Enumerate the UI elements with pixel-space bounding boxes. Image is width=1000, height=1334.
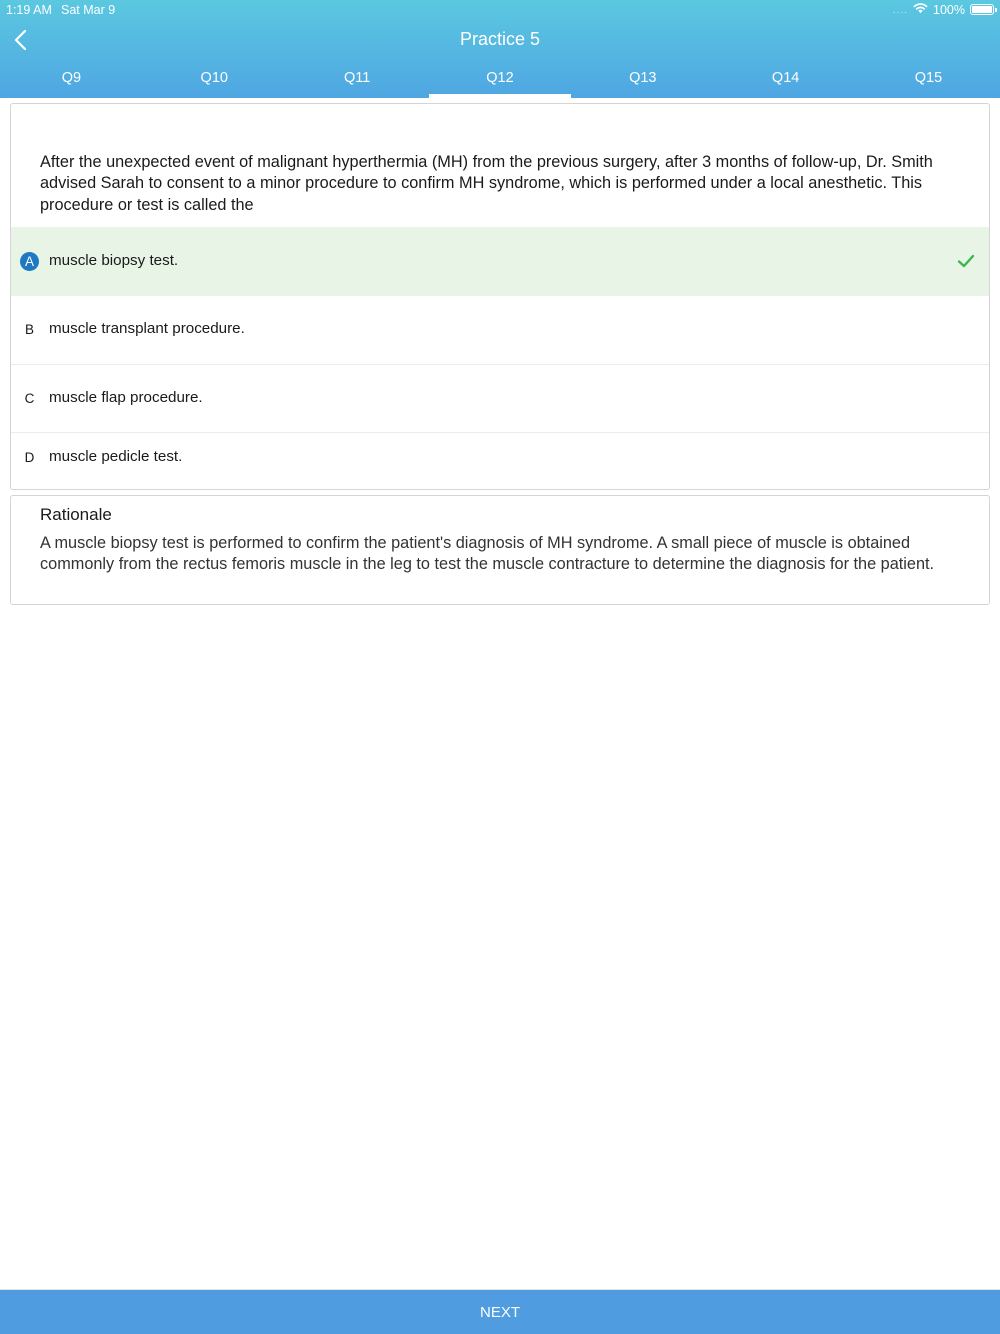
battery-icon (970, 4, 994, 15)
rationale-card (10, 495, 990, 605)
option-d[interactable] (11, 432, 989, 490)
page-title: Practice 5 (459, 29, 541, 49)
tab-q13[interactable]: Q13 (629, 70, 657, 86)
question-text: After the unexpected event of malignant hyperthermia (MH) from the previous surgery, after 3 months of follow-up, Dr. Smith advised Sarah to consent to a minor procedure to confirm MH syndrome, which is performed under a local anesthetic. This procedure or test is called the (40, 153, 933, 214)
status-date: Sat Mar 9 (61, 3, 116, 17)
option-c[interactable] (11, 364, 989, 432)
status-time: 1:19 AM (6, 3, 52, 17)
option-text: muscle flap procedure. (49, 389, 203, 406)
status-bar (0, 0, 1000, 20)
battery-percent: 100% (933, 2, 965, 17)
tab-q10[interactable]: Q10 (200, 70, 228, 86)
option-letter: B (24, 322, 34, 337)
tab-q9[interactable]: Q9 (61, 70, 82, 86)
tab-q15[interactable]: Q15 (914, 70, 943, 86)
tab-q11[interactable]: Q11 (343, 70, 371, 86)
option-text: muscle biopsy test. (49, 252, 179, 269)
option-a[interactable] (11, 227, 989, 296)
status-indicators (893, 2, 994, 17)
option-letter: A (20, 252, 39, 271)
signal-icon: .... (892, 5, 909, 16)
option-text: muscle transplant procedure. (49, 320, 245, 337)
header (0, 0, 1000, 98)
tab-q12[interactable]: Q12 (429, 62, 572, 98)
rationale-text: A muscle biopsy test is performed to confirm the patient's diagnosis of MH syndrome. A small piece of muscle is obtained commonly from the rectus femoris muscle in the leg to test the muscle contracture to determine the diagnosis for the patient. (40, 534, 935, 574)
question-card (10, 103, 990, 490)
option-letter: D (24, 450, 35, 465)
tab-q14[interactable]: Q14 (771, 70, 800, 86)
question-tabs (0, 62, 1000, 98)
rationale-title: Rationale (40, 505, 112, 524)
option-text: muscle pedicle test. (49, 448, 183, 465)
check-icon (957, 252, 975, 270)
option-letter: C (24, 391, 35, 406)
wifi-icon (913, 2, 928, 17)
next-button[interactable]: NEXT (0, 1289, 1000, 1334)
option-b[interactable] (11, 296, 989, 364)
